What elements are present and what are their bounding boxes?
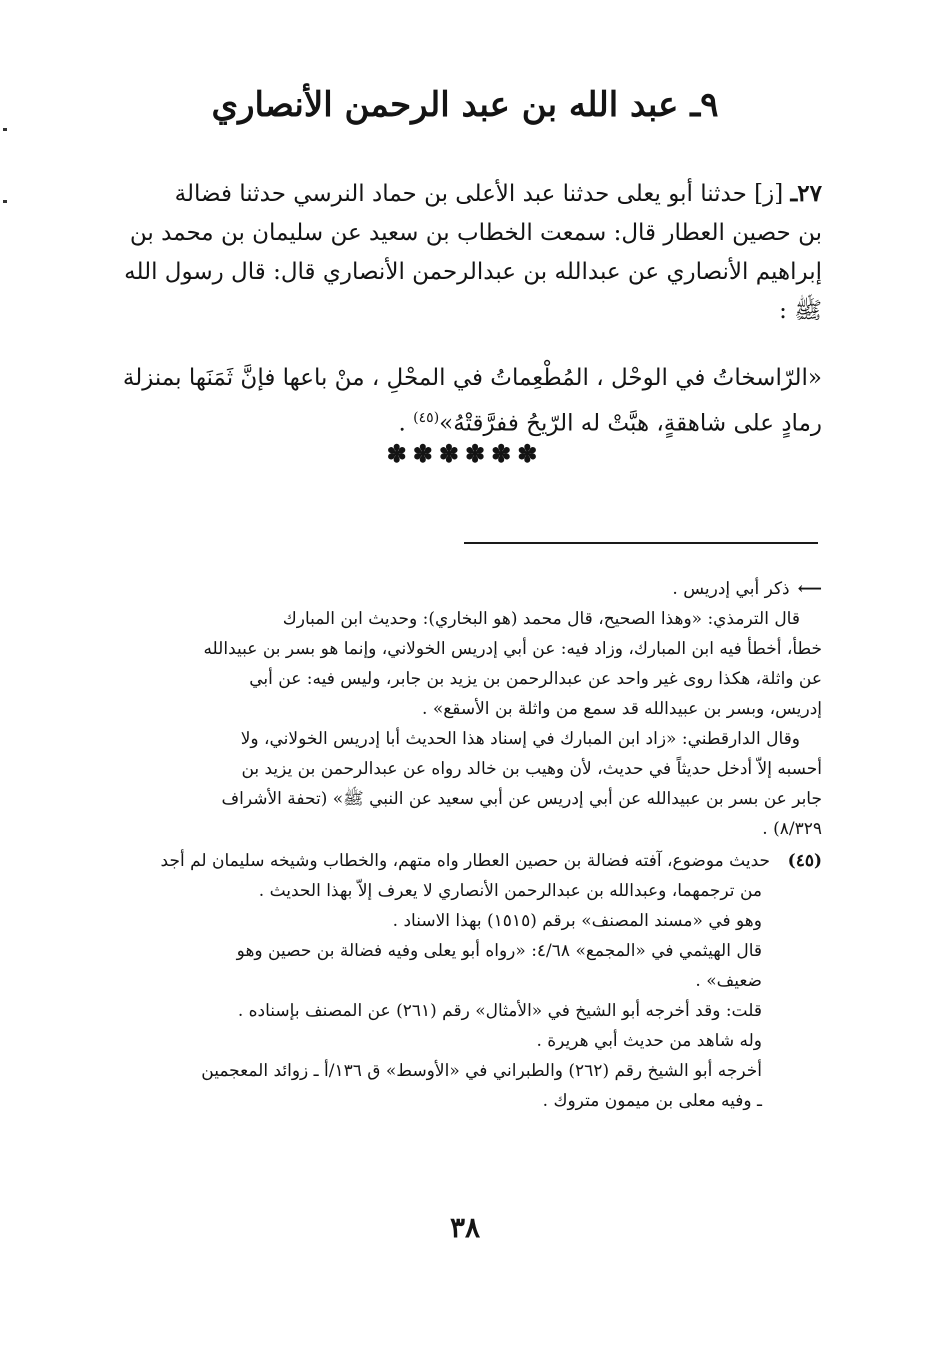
hadith-isnad — [110, 174, 822, 331]
margin-mark — [3, 128, 7, 131]
footnote-line: وقال الدارقطني: «زاد ابن المبارك في إسناد هذا الحديث أبا إدريس الخولاني، ولا — [240, 729, 800, 749]
hadith-matn — [110, 358, 822, 444]
hadith-line: ٢٧ـ [ز] حدثنا أبو يعلى حدثنا عبد الأعلى بن حماد النرسي حدثنا فضالة — [174, 180, 822, 207]
footnote-number: (٤٥) — [787, 851, 822, 871]
matn-line: «الرّاسخاتُ في الوحْل ، المُطْعِماتُ في المحْلِ ، منْ باعها فإنَّ ثَمَنَها بمنزلة — [122, 365, 822, 391]
margin-mark — [3, 200, 7, 203]
footnote-line: ٨/٣٢٩) . — [762, 819, 822, 839]
footnotes — [122, 574, 822, 1116]
footnote-line: قلت: وقد أخرجه أبو الشيخ في «الأمثال» رقم (٢٦١) عن المصنف بإسناده . — [237, 1001, 762, 1021]
footnote-continued: ⟵ذكر أبي إدريس . — [122, 574, 822, 604]
hadith-line: ﷺ : — [779, 298, 822, 324]
hadith-number: ٢٧ـ — [790, 180, 822, 207]
hadith-line: بن حصين العطار قال: سمعت الخطاب بن سعيد عن سليمان بن محمد بن — [129, 220, 822, 246]
footnote-line: وهو في «مسند المصنف» برقم (١٥١٥) بهذا الاسناد . — [392, 911, 762, 931]
footnote-line: ـ وفيه معلى بن ميمون متروك . — [542, 1091, 762, 1111]
footnote-line: عن واثلة، هكذا روى غير واحد عن عبدالرحمن بن يزيد بن جابر، وليس فيه: عن أبي — [249, 669, 822, 689]
matn-line: رمادٍ على شاهقةٍ، هبَّتْ له الرّيحُ ففرَّقتْهُ»$^{(٤٥)}$ . — [398, 410, 822, 437]
footnote-line: ضعيف» . — [695, 971, 762, 991]
footnote-line: أحسبه إلاّ أدخل حديثاً في حديث، لأن وهيب بن خالد رواه عن عبدالرحمن بن يزيد بن — [241, 759, 822, 779]
footnote-45: (٤٥)حديث موضوع، آفته فضالة بن حصين العطار واه متهم، والخطاب وشيخه سليمان لم أجد — [122, 846, 822, 876]
page-number: ٣٨ — [449, 1211, 481, 1244]
section-separator: ✽✽✽✽✽✽ — [386, 439, 544, 468]
footnote-line: جابر عن بسر بن عبيدالله عن أبي إدريس عن أبي سعيد عن النبي ﷺ» (تحفة الأشراف — [221, 789, 822, 809]
footnote-rule — [464, 542, 818, 544]
footnote-line: قال الترمذي: «وهذا الصحيح، قال محمد (هو البخاري): وحديث ابن المبارك — [282, 609, 800, 629]
footnote-line: أخرجه أبو الشيخ رقم (٢٦٢) والطبراني في «الأوسط» ق ١٣٦/أ ـ زوائد المعجمين — [201, 1061, 762, 1081]
footnote-reference: (٤٥) — [413, 410, 440, 426]
hadith-line: إبراهيم الأنصاري عن عبدالله بن عبدالرحمن الأنصاري قال: قال رسول الله — [124, 259, 822, 285]
continuation-arrow-icon: ⟵ — [797, 579, 822, 599]
footnote-line: إدريس، وبسر بن عبيدالله قد سمع من واثلة بن الأسقع» . — [422, 699, 822, 719]
footnote-line: وله شاهد من حديث أبي هريرة . — [536, 1031, 762, 1051]
chapter-title: ٩ـ عبد الله بن عبد الرحمن الأنصاري — [211, 85, 719, 125]
footnote-line: من ترجمهما، وعبدالله بن عبدالرحمن الأنصاري لا يعرف إلاّ بهذا الحديث . — [258, 881, 762, 901]
footnote-line: خطأ، أخطأ فيه ابن المبارك، وزاد فيه: عن أبي إدريس الخولاني، وإنما هو بسر بن عبيدالله — [203, 639, 822, 659]
footnote-line: قال الهيثمي في «المجمع» ٤/٦٨: «رواه أبو يعلى وفيه فضالة بن حصين وهو — [236, 941, 762, 961]
